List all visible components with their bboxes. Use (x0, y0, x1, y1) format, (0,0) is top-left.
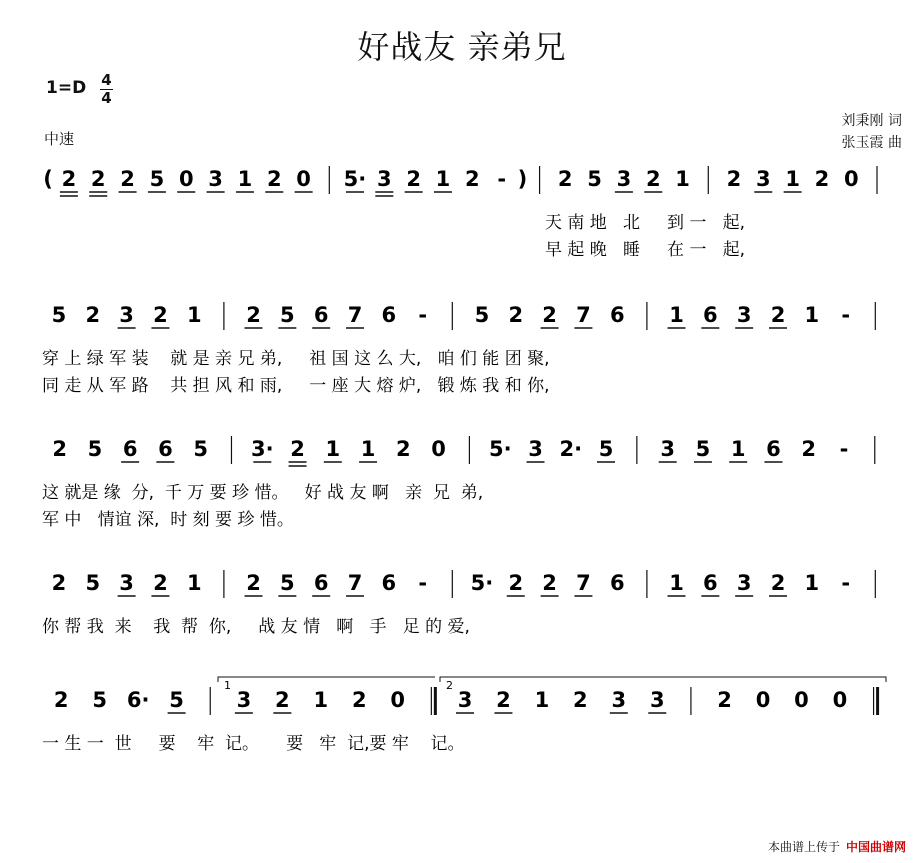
note: 2 (53, 688, 69, 712)
note: 2 (726, 167, 742, 191)
lyric-line: 一 生 一 世 要 牢 记。 要 牢 记,要 牢 记。 (42, 734, 465, 754)
note: 2 (645, 167, 661, 191)
note: 6 (122, 437, 138, 461)
note: 1 (313, 688, 329, 712)
note: 5 (587, 167, 602, 191)
note: 5 (474, 303, 490, 327)
volta-bracket (218, 677, 435, 682)
note: 1 (360, 437, 376, 461)
note: 1 (804, 571, 820, 595)
note: 3 (208, 167, 223, 191)
lyric-line: 这 就是 缘 分, 千 万 要 珍 惜。 好 战 友 啊 亲 兄 弟, (42, 483, 484, 503)
note: 7 (576, 303, 591, 327)
note: 2 (290, 437, 305, 461)
note: 2 (573, 688, 588, 712)
note: 3 (660, 437, 675, 461)
note: 5 (193, 437, 208, 461)
note: 2 (465, 167, 480, 191)
lyric-line: 你 帮 我 来 我 帮 你, 战 友 情 啊 手 足 的 爱, (42, 617, 470, 637)
note: 2 (542, 303, 557, 327)
note: 6 (158, 437, 173, 461)
note: 0 (844, 167, 859, 191)
note: 5 (85, 571, 101, 595)
volta-bracket (440, 677, 886, 682)
note: 3 (119, 571, 134, 595)
note: 2 (508, 303, 524, 327)
note: 2 (801, 437, 816, 461)
note: 2 (542, 571, 557, 595)
note: 2 (85, 303, 101, 327)
note: 1 (785, 167, 800, 191)
note: 0 (296, 167, 311, 191)
note: 2 (770, 303, 786, 327)
note: 2 (275, 688, 290, 712)
composer-credit: 张玉霞 曲 (841, 135, 902, 151)
note: 2 (246, 571, 261, 595)
note: 3 (649, 688, 665, 712)
note: 2 (90, 167, 106, 191)
note: 5· (488, 437, 512, 461)
note: 2 (508, 571, 524, 595)
note: 1 (730, 437, 746, 461)
note: 2 (52, 437, 67, 461)
note: 2 (153, 571, 168, 595)
note: 6 (313, 571, 329, 595)
footer-text: 本曲谱上传于 (767, 840, 840, 854)
note: 5 (149, 167, 165, 191)
note: 2 (120, 167, 135, 191)
note: 5 (169, 688, 184, 712)
note: 1 (325, 437, 341, 461)
note: 1 (669, 303, 684, 327)
note: 5 (87, 437, 103, 461)
note: 0 (755, 688, 771, 712)
note: 5 (280, 571, 295, 595)
note: 1 (675, 167, 690, 191)
note: 5 (695, 437, 711, 461)
lyric-line: 同 走 从 军 路 共 担 风 和 雨, 一 座 大 熔 炉, 锻 炼 我 和 你, (42, 376, 550, 396)
note: 3 (236, 688, 252, 712)
note: 3 (611, 688, 627, 712)
note: - (839, 437, 849, 461)
note: 2 (396, 437, 411, 461)
time-sig-bottom: 4 (101, 89, 112, 107)
note: 2 (351, 688, 367, 712)
lyricist-credit: 刘秉刚 词 (841, 113, 902, 129)
note: 3 (528, 437, 543, 461)
note: - (841, 571, 851, 595)
note: 5· (343, 167, 367, 191)
note: 0 (178, 167, 194, 191)
lyric-line: 军 中 情谊 深, 时 刻 要 珍 惜。 (42, 510, 294, 530)
note: 6 (313, 303, 329, 327)
note: 1 (237, 167, 253, 191)
note: 2 (266, 167, 282, 191)
note: 2 (246, 303, 261, 327)
note: 2 (153, 303, 168, 327)
note: 6 (609, 571, 625, 595)
key-label: 1=D (46, 78, 87, 98)
note: 2 (61, 167, 77, 191)
footer-brand-logo: 中国曲谱网 (845, 840, 906, 854)
note: 7 (576, 571, 591, 595)
note: 5· (470, 571, 494, 595)
note: 6 (766, 437, 781, 461)
note: 2 (717, 688, 732, 712)
song-title: 好战友 亲弟兄 (357, 28, 567, 66)
note: 7 (347, 571, 363, 595)
note: 3 (736, 303, 752, 327)
note: 0 (431, 437, 446, 461)
note: 5 (51, 303, 67, 327)
note: - (418, 303, 428, 327)
note: 1 (186, 303, 202, 327)
note: 5 (280, 303, 295, 327)
note: 5 (92, 688, 107, 712)
lyric-line: 早 起 晚 睡 在 一 起, (545, 240, 746, 260)
note: 5 (598, 437, 614, 461)
note: 6· (126, 688, 150, 712)
note: 3 (755, 167, 771, 191)
note: 2 (814, 167, 830, 191)
note: - (497, 167, 507, 191)
lyric-line: 穿 上 绿 军 装 就 是 亲 兄 弟, 祖 国 这 么 大, 咱 们 能 团 聚, (42, 349, 550, 369)
volta-number: 2 (446, 679, 453, 692)
note: 2 (496, 688, 511, 712)
footer-note (768, 838, 906, 855)
note: 7 (347, 303, 363, 327)
tempo-marking: 中速 (44, 130, 75, 148)
note: 0 (390, 688, 406, 712)
note: 6 (703, 303, 718, 327)
note: 1 (804, 303, 820, 327)
note: 3· (251, 437, 274, 461)
lyric-line: 天 南 地 北 到 一 起, (545, 213, 746, 233)
note: 3 (119, 303, 134, 327)
note: 2 (406, 167, 421, 191)
note: 6 (381, 571, 397, 595)
note: ) (517, 167, 528, 191)
volta-number: 1 (224, 679, 231, 692)
note: 1 (186, 571, 202, 595)
note: 6 (703, 571, 718, 595)
note: 0 (794, 688, 809, 712)
note: 1 (435, 167, 451, 191)
note: 2 (51, 571, 67, 595)
note: 2 (557, 167, 573, 191)
note: 1 (669, 571, 684, 595)
note: 6 (381, 303, 397, 327)
note: 2 (770, 571, 786, 595)
note: ( (43, 167, 53, 191)
note: 0 (832, 688, 848, 712)
note: 2· (559, 437, 583, 461)
note: 1 (534, 688, 550, 712)
note: 3 (616, 167, 632, 191)
note: 3 (376, 167, 392, 191)
time-sig-top: 4 (101, 71, 112, 89)
note: - (841, 303, 851, 327)
note: 3 (736, 571, 752, 595)
note: 6 (609, 303, 625, 327)
note: - (418, 571, 428, 595)
note: 3 (457, 688, 473, 712)
